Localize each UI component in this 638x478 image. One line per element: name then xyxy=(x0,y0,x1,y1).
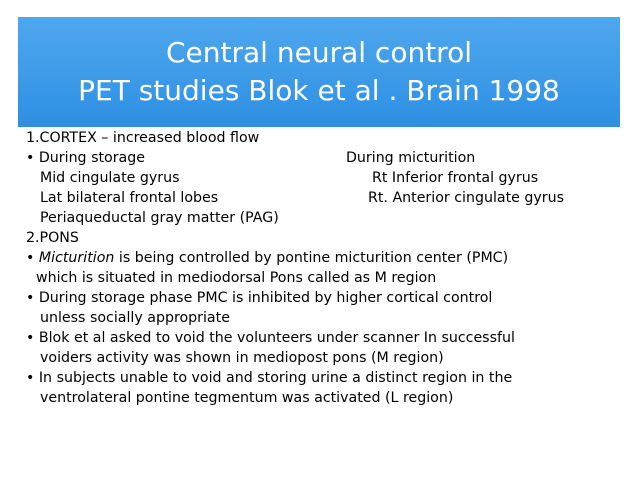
pons-point-1-cont xyxy=(26,268,606,288)
region-row-2 xyxy=(26,188,606,208)
pons-point-continuation: which is situated in mediodorsal Pons called as M region xyxy=(36,270,437,286)
pons-point-1 xyxy=(26,248,606,268)
micturition-item: Rt Inferior frontal gyrus xyxy=(372,170,539,186)
storage-item: Mid cingulate gyrus xyxy=(40,170,180,186)
slide-title-line-1: Central neural control xyxy=(166,36,472,69)
slide-title-line-2: PET studies Blok et al . Brain 1998 xyxy=(78,74,560,107)
slide-body xyxy=(26,128,606,408)
pons-point-text: • Blok et al asked to void the volunteers under scanner In successful xyxy=(26,330,515,346)
pons-heading: 2.PONS xyxy=(26,230,79,246)
micturition-label: During micturition xyxy=(346,150,476,166)
pons-point-2-cont xyxy=(26,308,606,328)
storage-item: Lat bilateral frontal lobes xyxy=(40,190,219,206)
pons-heading-row xyxy=(26,228,606,248)
pons-point-3 xyxy=(26,328,606,348)
pons-point-continuation: voiders activity was shown in mediopost pons (M region) xyxy=(40,350,444,366)
pons-point-text: • During storage phase PMC is inhibited by higher cortical control xyxy=(26,290,493,306)
pons-point-text: is being controlled by pontine micturition center (PMC) xyxy=(114,250,509,266)
region-row-3 xyxy=(26,208,606,228)
pons-point-continuation: ventrolateral pontine tegmentum was activated (L region) xyxy=(40,390,454,406)
micturition-item: Rt. Anterior cingulate gyrus xyxy=(368,190,565,206)
pons-point-2 xyxy=(26,288,606,308)
bullet-prefix: • xyxy=(26,250,39,266)
pons-point-3-cont xyxy=(26,348,606,368)
storage-item: Periaqueductal gray matter (PAG) xyxy=(40,210,279,226)
pons-point-text: • In subjects unable to void and storing urine a distinct region in the xyxy=(26,370,513,386)
cortex-heading-row xyxy=(26,128,606,148)
cortex-heading: 1.CORTEX – increased blood flow xyxy=(26,130,260,146)
pons-point-continuation: unless socially appropriate xyxy=(40,310,230,326)
pons-point-4 xyxy=(26,368,606,388)
storage-label: • During storage xyxy=(26,150,145,166)
micturition-term: Micturition xyxy=(38,250,115,266)
pons-point-4-cont xyxy=(26,388,606,408)
region-row-1 xyxy=(26,168,606,188)
phase-labels-row xyxy=(26,148,606,168)
title-banner xyxy=(18,17,620,127)
